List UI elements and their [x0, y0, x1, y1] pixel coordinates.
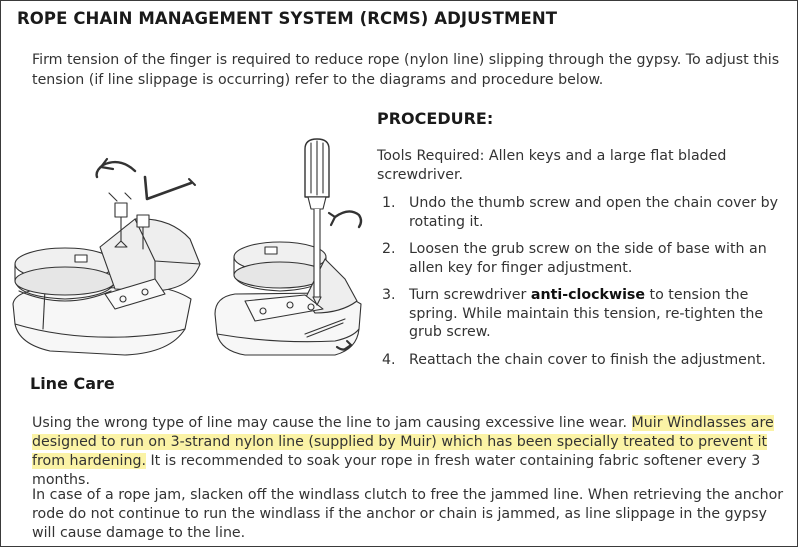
paragraph-text: Using the wrong type of line may cause the line to jam causing excessive line wear. — [32, 415, 632, 431]
procedure-step — [379, 351, 793, 370]
procedure-step — [379, 194, 793, 231]
intro-paragraph: Firm tension of the finger is required to reduce rope (nylon line) slipping through the gypsy. To adjust this tension (if line slippage is occurring) refer to the diagrams and procedure below. — [32, 52, 780, 88]
procedure-heading: PROCEDURE: — [377, 109, 494, 128]
procedure-step — [379, 286, 793, 342]
line-care-heading: Line Care — [30, 374, 115, 393]
highlighted-text: Muir Windlasses are designed to run on 3-strand nylon line (supplied by Muir) which has been specially treated to prevent it from hardening. — [32, 415, 774, 469]
windlass-illustration-left — [13, 193, 200, 355]
tools-required: Tools Required: Allen keys and a large flat bladed screwdriver. — [377, 148, 727, 183]
step-number: 4. — [382, 351, 396, 368]
line-care-paragraph — [32, 414, 794, 490]
step-text: Loosen the grub screw on the side of base with an allen key for finger adjustment. — [409, 241, 767, 276]
step-number: 3. — [382, 287, 396, 303]
step-text: Reattach the chain cover to finish the adjustment. — [409, 351, 766, 368]
diagram-area — [5, 129, 367, 381]
page-title: ROPE CHAIN MANAGEMENT SYSTEM (RCMS) ADJUSTMENT — [17, 9, 558, 28]
step-text: to tension the spring. While maintain this tension, re-tighten the grub screw. — [409, 287, 764, 340]
procedure-steps — [379, 194, 793, 378]
rotate-arrow-icon — [97, 159, 135, 177]
step-number: 1. — [382, 195, 396, 211]
allen-key-icon — [145, 177, 195, 199]
step-text: Undo the thumb screw and open the chain cover by rotating it. — [409, 195, 778, 230]
paragraph-text: It is recommended to soak your rope in fresh water containing fabric softener every 3 months. — [32, 453, 761, 488]
procedure-step — [379, 240, 793, 277]
step-text: Turn screwdriver — [409, 287, 531, 303]
step-number: 2. — [382, 241, 396, 257]
rope-jam-paragraph: In case of a rope jam, slacken off the windlass clutch to free the jammed line. When retrieving the anchor rode do not continue to run the windlass if the anchor or chain is jammed, as line slippage in the gypsy will cause damage to the line. — [32, 487, 784, 541]
windlass-diagrams — [5, 129, 367, 381]
step-emphasis: anti-clockwise — [530, 287, 646, 303]
windlass-illustration-right — [215, 242, 361, 355]
